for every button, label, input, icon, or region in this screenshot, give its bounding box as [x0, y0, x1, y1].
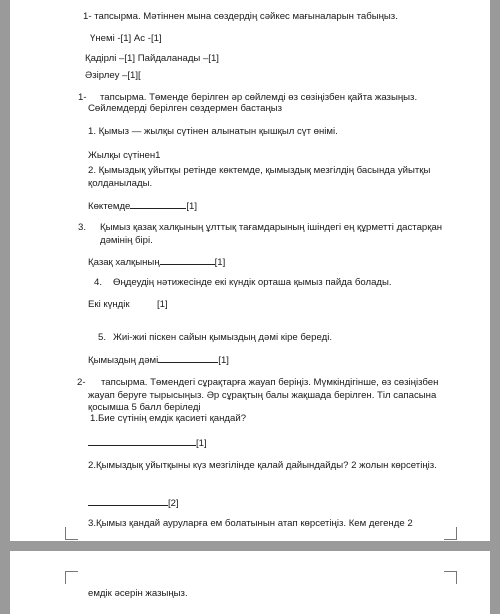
page-corner-mark [65, 527, 78, 540]
page-corner-mark [65, 571, 78, 584]
text-answer-1-mark: [1] [196, 438, 207, 449]
text-question-3-continuation: емдік әсерін жазыңыз. [88, 588, 188, 599]
text-answer-1-blank[interactable] [88, 436, 196, 446]
text-question-2: 2.Қымыздық уйытқыны күз мезгілінде қалай дайындайды? 2 жолын көрсетіңіз. [88, 460, 437, 471]
answer-4-mark: [1] [157, 299, 168, 310]
question-5: Жиі-жиі піскен сайын қымыздың дәмі кіре береді. [113, 332, 332, 343]
document-page-1 [10, 0, 490, 541]
question-4-number: 4. [94, 277, 103, 288]
task2-number: 1- [78, 92, 87, 103]
answer-5 [88, 353, 229, 368]
answer-5-label: Қымыздың дәмі [88, 355, 159, 366]
answer-2-mark: [1] [186, 201, 198, 212]
answer-3-blank[interactable] [160, 255, 215, 265]
task3-title: тапсырма. Төмендегі сұрақтарға жауап беріңіз. Мүмкіндігінше, өз сөзіңізбен жауап беруге тырысыңыз. Әр сұрақтың балы жақшада берілген. Тіл сапасына қосымша 5 балл беріледі [88, 377, 439, 413]
answer-2 [88, 199, 197, 214]
answer-3 [88, 255, 225, 270]
task3-number: 2- [77, 377, 86, 388]
task1-words-line3: Әзірлеу –[1][ [85, 70, 141, 81]
page-corner-mark [444, 571, 457, 584]
page-corner-mark [444, 527, 457, 540]
question-1: 1. Қымыз — жылқы сүтінен алынатын қышқыл сүт өнімі. [88, 126, 338, 137]
text-answer-2 [88, 496, 179, 511]
document-page-2 [10, 551, 490, 614]
answer-5-mark: [1] [218, 355, 229, 366]
question-3-number: 3. [78, 222, 87, 233]
answer-3-mark: [1] [214, 257, 226, 268]
question-5-number: 5. [98, 332, 107, 343]
text-answer-1 [88, 436, 207, 451]
task2-title-line1: тапсырма. Төменде берілген әр сөйлемді өз сөзіңізбен қайта жазыңыз. [100, 92, 418, 103]
answer-2-label: Көктемде [88, 201, 131, 212]
answer-4-label: Екі күндік [88, 299, 130, 310]
answer-3-label: Қазақ халқының [88, 257, 160, 268]
question-2: 2. Қымыздық уйытқы ретінде көктемде, қымыздық мезгілдің басында уйытқы қолданылады. [88, 165, 431, 189]
answer-5-blank[interactable] [158, 353, 218, 363]
text-question-3: 3.Қымыз қандай ауруларға ем болатынын атап көрсетіңіз. Кем дегенде 2 [88, 518, 413, 529]
answer-2-blank[interactable] [130, 199, 186, 209]
task2-title-line2: Сөйлемдерді берілген сөздермен бастаңыз [88, 103, 283, 114]
text-answer-2-blank[interactable] [88, 496, 168, 506]
task1-words-line2: Қадірлі –[1] Пайдаланады –[1] [85, 53, 219, 64]
answer-1: Жылқы сүтінен1 [88, 150, 161, 161]
question-3: Қымыз қазақ халқының ұлттық тағамдарының ішіндегі ең құрметті дастарқан дәмінің бірі. [100, 222, 443, 246]
task1-words-line1: Үнемі -[1] Ас -[1] [90, 33, 162, 44]
text-question-1: 1.Бие сүтінің емдік қасиеті қандай? [90, 413, 247, 424]
question-4: Өңдеудің нәтижесінде екі күндік орташа қымыз пайда болады. [113, 277, 392, 288]
task1-title: 1- тапсырма. Мәтіннен мына сөздердің сәйкес мағыналарын табыңыз. [83, 11, 398, 22]
text-answer-2-mark: [2] [168, 498, 179, 509]
